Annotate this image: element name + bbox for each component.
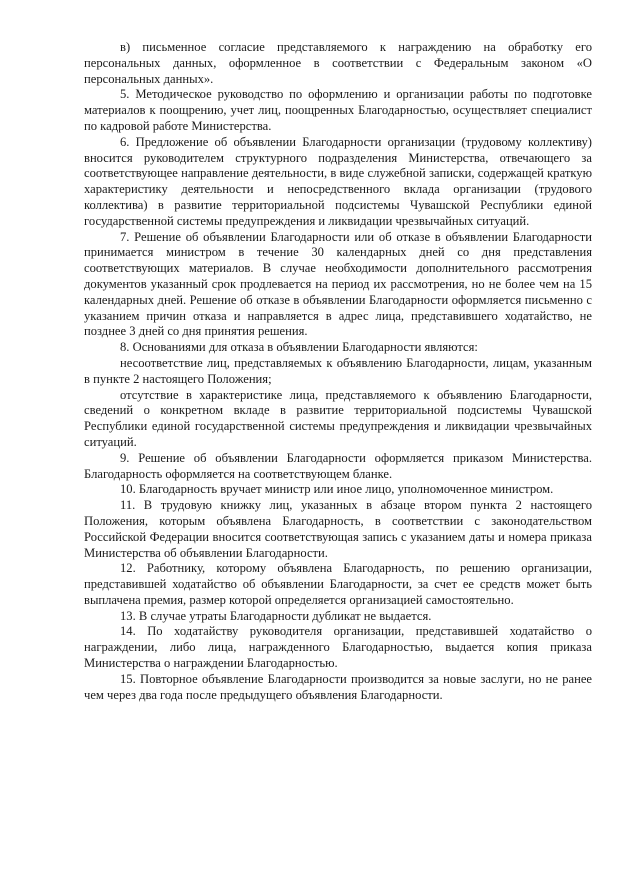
paragraph-8-refusal-grounds: 8. Основаниями для отказа в объявлении Благодарности являются: (120, 340, 478, 355)
paragraph-6-organization-proposal: 6. Предложение об объявлении Благодарности организации (трудовому коллективу) вносится руководителем структурного подразделения Министерства, отвечающего за соответствующее направление деятельности, в виде служебной записки, содержащей краткую характеристику деятельности и непосредственного вклада организации (трудового коллектива) в развитие территориальной подсистемы Чувашской Республики единой государственной системы предупреждения и ликвидации чрезвычайных ситуаций. (84, 134, 592, 228)
paragraph-12-bonus: 12. Работнику, которому объявлена Благодарность, по решению организации, представившей ходатайство об объявлении Благодарности, за счет ее средств может быть выплачена премия, размер которой определяется организацией самостоятельно. (84, 561, 592, 607)
paragraph-8-ground-mismatch: несоответствие лиц, представляемых к объявлению Благодарности, лицам, указанным в пункте 2 настоящего Положения; (84, 355, 592, 386)
paragraph-10-presentation: 10. Благодарность вручает министр или иное лицо, уполномоченное министром. (120, 482, 554, 497)
paragraph-7-decision-timing: 7. Решение об объявлении Благодарности или об отказе в объявлении Благодарности принимается министром в течение 30 календарных дней со дня представления соответствующих материалов. В случае необходимости дополнительного рассмотрения документов указанный срок продлевается на период их рассмотрения, но не более чем на 15 календарных дней. Решение об отказе в объявлении Благодарности оформляется письменно с указанием причин отказа и направляется в адрес лица, представившего ходатайство, не позднее 3 дней со дня принятия решения. (84, 229, 592, 339)
document-page (84, 40, 592, 703)
paragraph-5-methodical-guidance: 5. Методическое руководство по оформлению и организации работы по подготовке материалов к поощрению, учет лиц, поощренных Благодарностью, осуществляет специалист по кадровой работе Министерства. (84, 87, 592, 133)
paragraph-11-work-record: 11. В трудовую книжку лиц, указанных в абзаце втором пункта 2 настоящего Положения, которым объявлена Благодарность, в соответствии с законодательством Российской Федерации вносится соответствующая запись с указанием даты и номера приказа Министерства об объявлении Благодарности. (84, 498, 592, 560)
paragraph-14-copy: 14. По ходатайству руководителя организации, представившей ходатайство о награждении, либо лица, награжденного Благодарностью, выдается копия приказа Министерства о награждении Благодарностью. (84, 624, 592, 671)
paragraph-15-repeat: 15. Повторное объявление Благодарности производится за новые заслуги, но не ранее чем через два года после предыдущего объявления Благодарности. (84, 671, 592, 702)
paragraph-8-ground-no-contribution: отсутствие в характеристике лица, представляемого к объявлению Благодарности, сведений о конкретном вкладе в развитие территориальной подсистемы Чувашской Республики единой государственной системы предупреждения и ликвидации чрезвычайных ситуаций. (84, 387, 592, 449)
paragraph-9-order: 9. Решение об объявлении Благодарности оформляется приказом Министерства. Благодарность оформляется на соответствующем бланке. (84, 450, 592, 481)
paragraph-13-duplicate: 13. В случае утраты Благодарности дубликат не выдается. (120, 608, 432, 623)
paragraph-4v-consent: в) письменное согласие представляемого к награждению на обработку его персональных данных, оформленное в соответствии с Федеральным законом «О персональных данных». (84, 40, 592, 86)
